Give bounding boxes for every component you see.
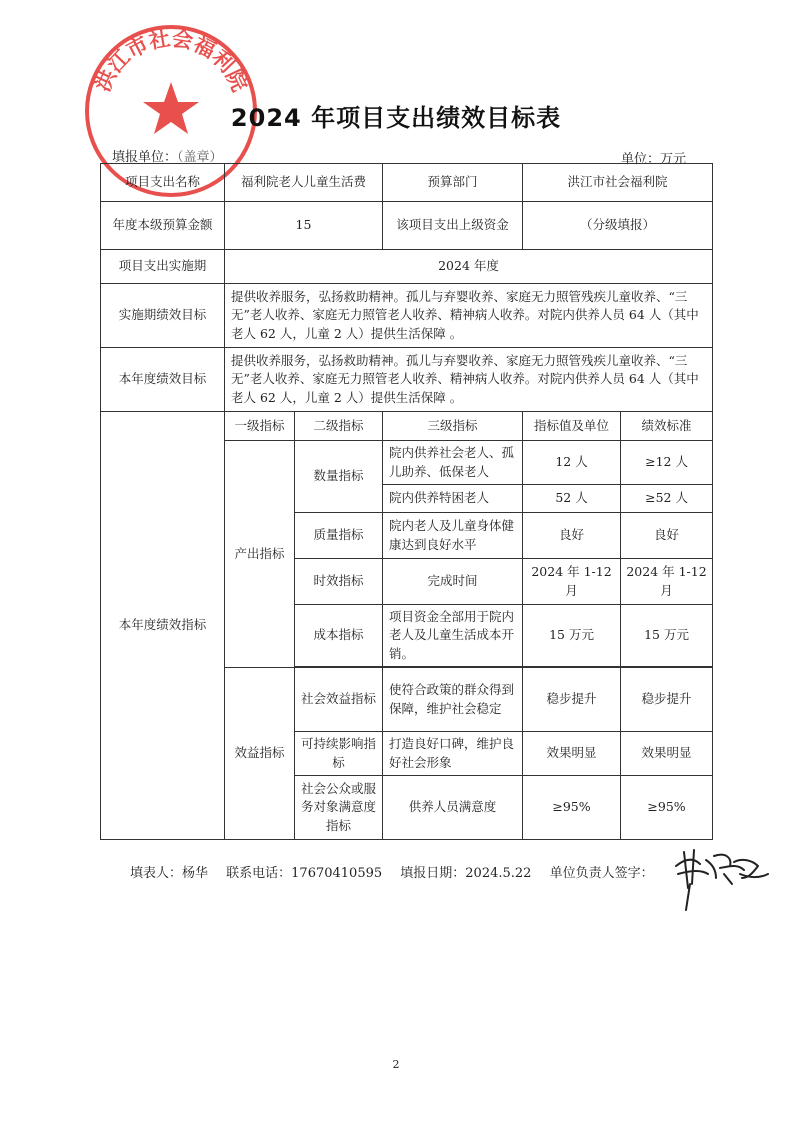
- time-standard: 2024 年 1-12 月: [621, 559, 713, 605]
- satisfaction-standard: ≥95%: [621, 776, 713, 840]
- sustain-description: 打造良好口碑，维护良好社会形象: [383, 732, 523, 776]
- satisfaction-value: ≥95%: [523, 776, 621, 840]
- benefit-indicator-label: 效益指标: [225, 668, 295, 840]
- cost-indicator-label: 成本指标: [295, 605, 383, 667]
- column-header: 指标值及单位: [523, 412, 621, 441]
- satisfaction-indicator-label: 社会公众或服务对象满意度指标: [295, 776, 383, 840]
- social-indicator-label: 社会效益指标: [295, 668, 383, 732]
- q1-description: 院内供养社会老人、孤儿助养、低保老人: [383, 441, 523, 485]
- fill-unit-label: 填报单位：: [112, 150, 178, 165]
- budget-dept-label: 预算部门: [383, 164, 523, 202]
- budget-amount-label: 年度本级预算金额: [101, 202, 225, 250]
- q1-value: 12 人: [523, 441, 621, 485]
- satisfaction-description: 供养人员满意度: [383, 776, 523, 840]
- year-goal-text: 提供收养服务，弘扬救助精神。孤儿与弃婴收养、家庭无力照管残疾儿童收养、“三无”老人收养、家庭无力照管老人收养、精神病人收养。对院内供养人员 64 人（其中老人 62 人，儿童 2 人）提供生活保障 。: [225, 348, 713, 412]
- table-row: [101, 202, 713, 250]
- seal-text: 洪江市社会福利院: [90, 26, 252, 96]
- time-value: 2024 年 1-12 月: [523, 559, 621, 605]
- q2-standard: ≥52 人: [621, 485, 713, 513]
- table-row: [101, 348, 713, 412]
- time-indicator-label: 时效指标: [295, 559, 383, 605]
- social-value: 稳步提升: [523, 668, 621, 732]
- period-goal-text: 提供收养服务，弘扬救助精神。孤儿与弃婴收养、家庭无力照管残疾儿童收养、“三无”老人收养、家庭无力照管老人收养、精神病人收养。对院内供养人员 64 人（其中老人 62 人，儿童 2 人）提供生活保障 。: [225, 284, 713, 348]
- cost-value: 15 万元: [523, 605, 621, 667]
- column-header: 二级指标: [295, 412, 383, 441]
- q2-description: 院内供养特困老人: [383, 485, 523, 513]
- period-label: 项目支出实施期: [101, 250, 225, 284]
- social-description: 使符合政策的群众得到保障，维护社会稳定: [383, 668, 523, 732]
- column-header: 一级指标: [225, 412, 295, 441]
- sustain-standard: 效果明显: [621, 732, 713, 776]
- page-number: 2: [392, 1058, 400, 1071]
- period-goal-label: 实施期绩效目标: [101, 284, 225, 348]
- unit-label: 单位：万元: [620, 152, 686, 167]
- handwritten-signature: [672, 844, 772, 914]
- cost-standard: 15 万元: [621, 605, 713, 667]
- budget-amount: 15: [225, 202, 383, 250]
- project-name: 福利院老人儿童生活费: [225, 164, 383, 202]
- quality-value: 良好: [523, 513, 621, 559]
- quality-indicator-label: 质量指标: [295, 513, 383, 559]
- output-indicator-label: 产出指标: [225, 441, 295, 668]
- year-indicators-label: 本年度绩效指标: [101, 412, 225, 840]
- contact-phone: 联系电话：17670410595: [226, 866, 383, 881]
- quality-description: 院内老人及儿童身体健康达到良好水平: [383, 513, 523, 559]
- performance-table: [100, 163, 713, 840]
- page-title: 2024 年项目支出绩效目标表: [230, 104, 562, 132]
- fill-unit-note: （盖章）: [177, 150, 223, 165]
- quantity-indicator-label: 数量指标: [295, 441, 383, 513]
- filler-name: 填表人：杨华: [130, 866, 209, 881]
- table-header-row: [101, 412, 713, 441]
- period-value: 2024 年度: [225, 250, 713, 284]
- time-description: 完成时间: [383, 559, 523, 605]
- sustain-value: 效果明显: [523, 732, 621, 776]
- q2-value: 52 人: [523, 485, 621, 513]
- social-standard: 稳步提升: [621, 668, 713, 732]
- fill-date: 填报日期：2024.5.22: [400, 866, 532, 881]
- column-header: 三级指标: [383, 412, 523, 441]
- project-name-label: 项目支出名称: [101, 164, 225, 202]
- budget-dept: 洪江市社会福利院: [523, 164, 713, 202]
- year-goal-label: 本年度绩效目标: [101, 348, 225, 412]
- column-header: 绩效标准: [621, 412, 713, 441]
- superior-funds: （分级填报）: [523, 202, 713, 250]
- superior-funds-label: 该项目支出上级资金: [383, 202, 523, 250]
- table-row: [101, 164, 713, 202]
- sustain-indicator-label: 可持续影响指标: [295, 732, 383, 776]
- table-row: [101, 250, 713, 284]
- quality-standard: 良好: [621, 513, 713, 559]
- q1-standard: ≥12 人: [621, 441, 713, 485]
- table-row: [101, 284, 713, 348]
- responsible-signature-label: 单位负责人签字：: [549, 866, 654, 881]
- form-footer: [130, 862, 668, 881]
- cost-description: 项目资金全部用于院内老人及儿童生活成本开销。: [383, 605, 523, 667]
